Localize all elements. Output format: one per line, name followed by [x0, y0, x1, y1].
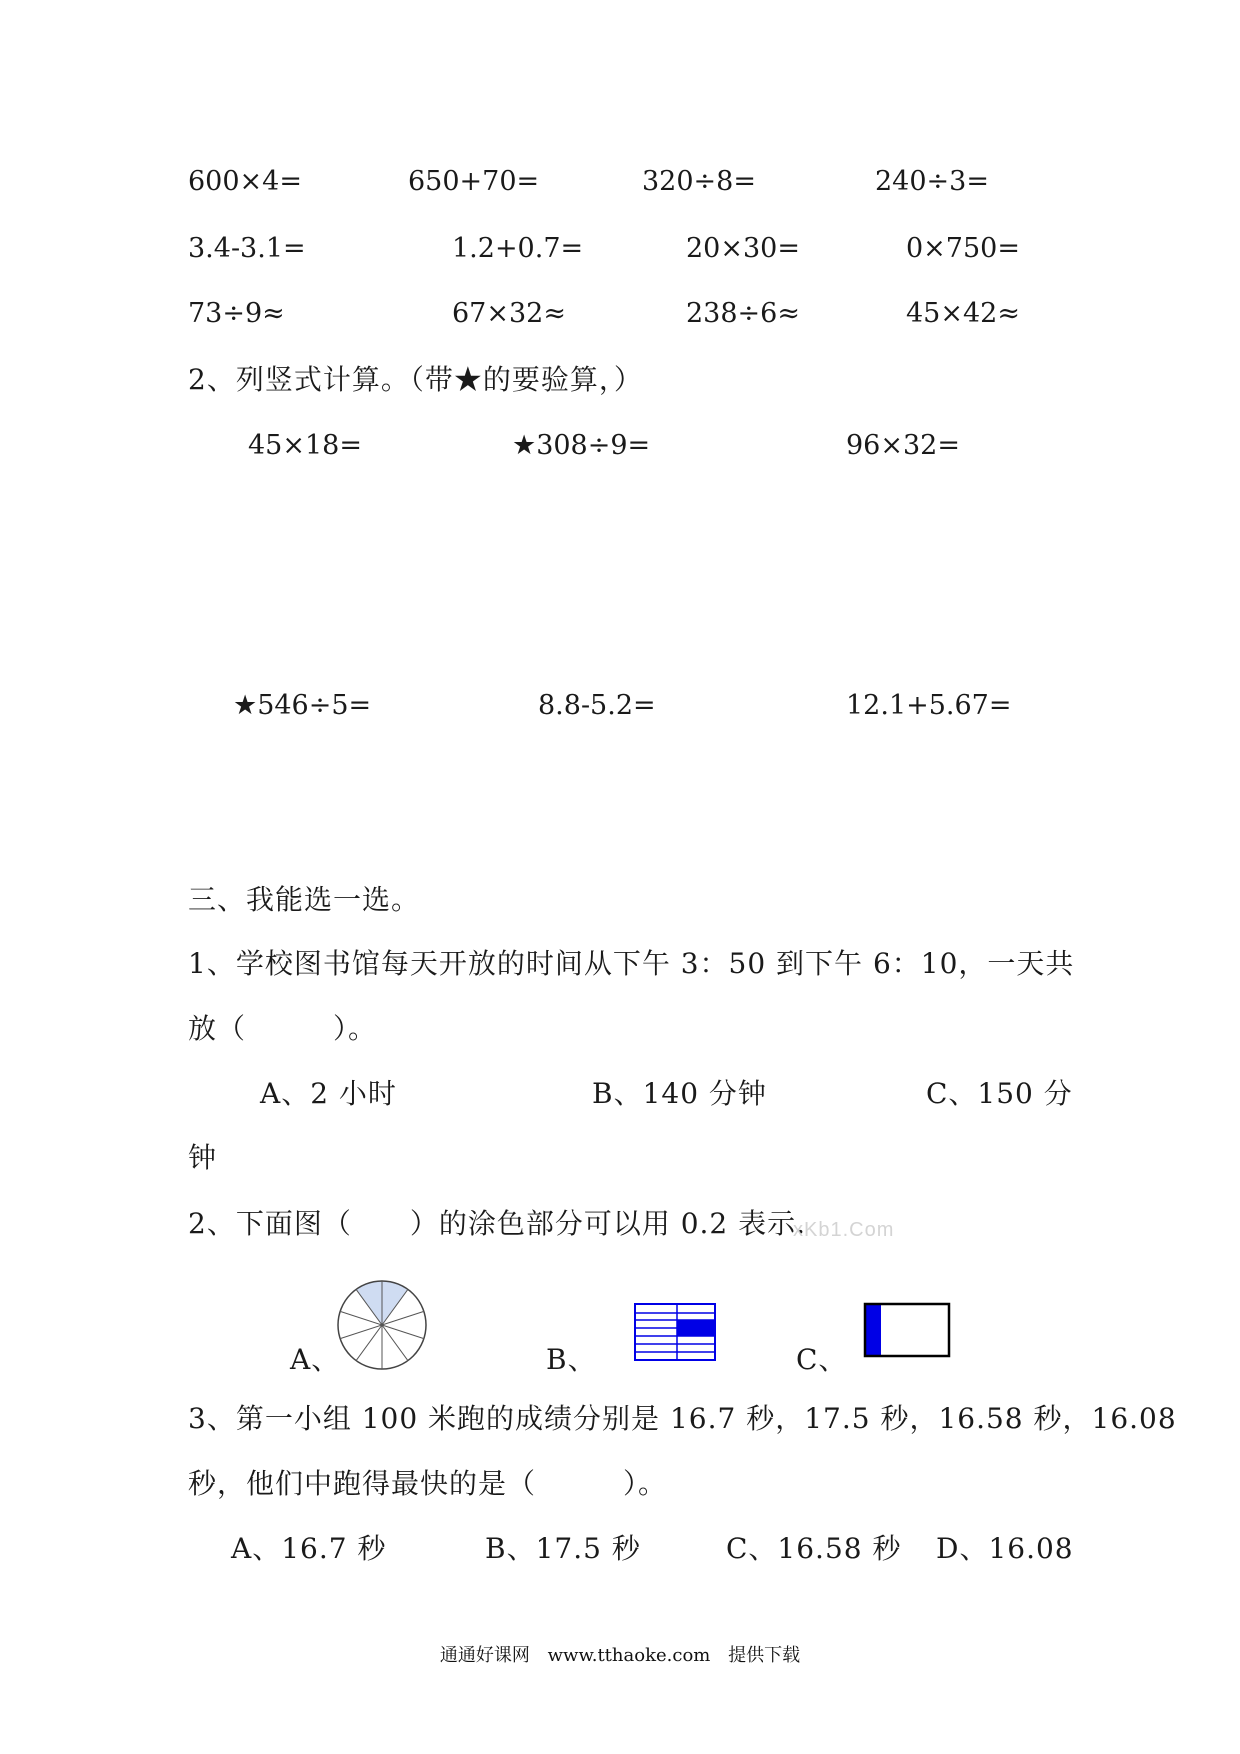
oral-item: 238÷6≈	[686, 298, 800, 329]
option-c: C、16.58 秒	[726, 1532, 902, 1565]
figure-label-c: C、	[796, 1343, 848, 1376]
watermark: xKb1.Com	[793, 1219, 895, 1241]
figure-label-a: A、	[290, 1343, 341, 1376]
oral-item: 0×750=	[906, 233, 1020, 264]
oral-item: 45×42≈	[906, 298, 1020, 329]
vertical-item: 96×32=	[846, 430, 960, 461]
question-text: 2、下面图（ ）的涂色部分可以用 0.2 表示.	[188, 1207, 807, 1240]
question-text: 1、学校图书馆每天开放的时间从下午 3：50 到下午 6：10，一天共	[188, 947, 1075, 980]
oral-item: 1.2+0.7=	[452, 233, 584, 264]
oral-item: 600×4=	[188, 166, 302, 197]
option-b: B、140 分钟	[592, 1077, 767, 1110]
figure-label-b: B、	[546, 1343, 597, 1376]
oral-item: 20×30=	[686, 233, 800, 264]
option-a: A、16.7 秒	[231, 1532, 387, 1565]
circle-figure	[336, 1279, 428, 1371]
option-a: A、2 小时	[260, 1077, 397, 1110]
footer-site: 通通好课网	[439, 1645, 530, 1666]
option-c: C、150 分	[926, 1077, 1073, 1110]
oral-item: 67×32≈	[452, 298, 566, 329]
oral-item: 320÷8=	[642, 166, 756, 197]
vertical-item: ★308÷9=	[512, 430, 651, 461]
vertical-item: ★546÷5=	[233, 690, 372, 721]
oral-item: 73÷9≈	[188, 298, 285, 329]
question-text: 秒，他们中跑得最快的是（ ）。	[188, 1467, 668, 1500]
oral-item: 240÷3=	[875, 166, 989, 197]
oral-item: 3.4-3.1=	[188, 233, 306, 264]
option-wrap: 钟	[188, 1141, 218, 1174]
option-b: B、17.5 秒	[485, 1532, 641, 1565]
question-text: 3、第一小组 100 米跑的成绩分别是 16.7 秒，17.5 秒，16.58 秒，16.08	[188, 1402, 1177, 1435]
question-text: 放（ ）。	[188, 1012, 378, 1045]
striped-rect-figure	[634, 1303, 716, 1361]
vertical-item: 45×18=	[248, 430, 362, 461]
option-d: D、16.08	[936, 1532, 1074, 1565]
vertical-item: 12.1+5.67=	[846, 690, 1012, 721]
bar-rect-figure	[864, 1303, 950, 1357]
footer-url[interactable]: www.tthaoke.com	[547, 1645, 711, 1666]
page-footer	[0, 1641, 1240, 1667]
oral-item: 650+70=	[408, 166, 540, 197]
section-heading: 三、我能选一选。	[188, 883, 421, 916]
footer-note: 提供下载	[728, 1645, 801, 1666]
question-heading: 2、列竖式计算。（带★的要验算，）	[188, 363, 643, 396]
vertical-item: 8.8-5.2=	[538, 690, 656, 721]
